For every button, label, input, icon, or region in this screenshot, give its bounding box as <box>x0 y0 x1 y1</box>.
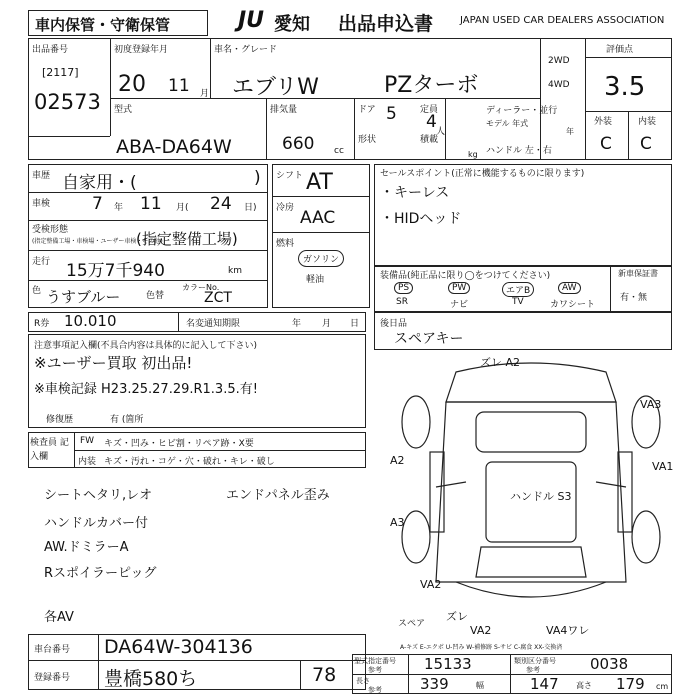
disp-label: 排気量 <box>270 105 298 115</box>
seats-unit: 人 <box>436 127 446 137</box>
receipt-value: (指定整備工場) <box>136 230 238 248</box>
spec-height-label: 高さ <box>576 681 592 690</box>
usage-value: 自家用・( <box>62 173 137 193</box>
spec-width-label: 幅 <box>476 681 484 690</box>
fw-text: キズ・凹み・ヒビ割・リペア跡・X要 <box>104 439 254 449</box>
chassis-label: 車台番号 <box>34 645 71 655</box>
spec-row1-rsub: 参考 <box>526 666 540 674</box>
spec-row2-sub: 参考 <box>368 686 382 694</box>
shift-label: シフト <box>276 171 304 181</box>
seats-label: 定員 <box>420 105 439 115</box>
reg-year: 20 <box>118 72 146 97</box>
comment-6: 各AV <box>44 610 74 625</box>
sales-label: セールスポイント(正常に機能するものに限ります) <box>380 169 585 179</box>
drive-4wd: 4WD <box>548 80 570 90</box>
name-label: 車名・グレード <box>214 45 278 55</box>
shift-value: AT <box>306 170 333 195</box>
spec-height: 179 <box>616 675 645 693</box>
name-change-d: 日 <box>350 319 360 329</box>
color-label: 色 <box>32 286 42 296</box>
equip-top-2: PW <box>448 282 470 294</box>
inspection-y-unit: 年 <box>114 203 124 213</box>
equip-bottom-4: カワシート <box>550 300 596 310</box>
usage-label: 車歴 <box>32 171 51 181</box>
disp-unit: cc <box>334 146 344 156</box>
recycle-value: 10.010 <box>64 312 117 330</box>
document-title: 出品申込書 <box>338 13 434 35</box>
spec-row1-value: 15133 <box>424 655 472 673</box>
inspection-month: 11 <box>140 194 162 214</box>
inspection-label: 車検 <box>32 199 51 209</box>
comment-3: ハンドルカバー付 <box>44 516 149 531</box>
sales-item-1: ・キーレス <box>380 185 450 201</box>
reg-label: 初度登録年月 <box>114 45 169 55</box>
car-grade: PZターボ <box>384 73 479 98</box>
load-unit: kg <box>468 150 478 159</box>
dealer-label: ディーラー・並行 <box>486 106 558 116</box>
diag-label-1: ズレ A2 <box>480 356 521 369</box>
recycle-label: R券 <box>34 319 50 329</box>
spec-row1-sub: 参考 <box>368 666 382 674</box>
seats-value: 4 <box>426 112 437 132</box>
spec-width: 147 <box>530 675 559 693</box>
repair-value: 有 (箇所 <box>110 415 144 425</box>
disp-value: 660 <box>282 134 315 154</box>
sales-item-2: ・HIDヘッド <box>380 211 462 227</box>
chassis-value: DA64W-304136 <box>104 636 253 658</box>
equip-top-1: PS <box>394 282 413 294</box>
reg-unit: 月 <box>200 89 210 99</box>
mileage-value: 15万7千940 <box>66 261 165 281</box>
logo-text: 愛知 <box>274 14 310 35</box>
repair-label: 修復歴 <box>46 415 74 425</box>
rear-label: 後日品 <box>380 319 408 329</box>
diag-label-3: A2 <box>390 454 405 467</box>
color-code-label: カラーNo. <box>182 283 220 292</box>
diag-label-11: VA4ワレ <box>546 624 590 637</box>
ext-label: 外装 <box>594 117 613 127</box>
diag-legend: A-キズ E-エクボ U-凹み W-補修跡 S-サビ C-腐食 XX-交換済 <box>400 644 563 651</box>
model-value: ABA-DA64W <box>116 136 232 158</box>
equip-top-4: AW <box>558 282 581 294</box>
load-label: 積載 <box>420 135 439 145</box>
equip-bottom-2: ナビ <box>450 300 469 310</box>
name-change-m: 月 <box>322 319 332 329</box>
diag-label-6: ハンドル S3 <box>510 490 572 503</box>
comment-5: Rスポイラーピッグ <box>44 566 157 581</box>
spec-row2-label: 長さ <box>356 677 370 685</box>
handle-label: ハンドル 左・右 <box>486 146 552 156</box>
model-label: 型式 <box>114 105 133 115</box>
mileage-unit: km <box>228 266 242 276</box>
ac-value: AAC <box>300 208 336 228</box>
year-unit: 年 <box>566 127 574 136</box>
color-change-label: 色替 <box>146 291 165 301</box>
comment-2: エンドパネル歪み <box>226 488 330 503</box>
inspection-m-unit: 月( <box>176 203 189 213</box>
interior-text: キズ・汚れ・コゲ・穴・破れ・キレ・破し <box>104 457 275 467</box>
fuel-diesel: 軽油 <box>306 275 325 285</box>
doors-label: ドア <box>358 105 376 115</box>
equip-label: 装備品(純正品に限り◯をつけてください) <box>380 271 551 281</box>
fuel-label: 燃料 <box>276 239 295 249</box>
inspection-year: 7 <box>92 194 103 214</box>
reg-month: 11 <box>168 76 190 96</box>
storage-text: 車内保管・守衛保管 <box>35 16 171 34</box>
color-code: ZCT <box>204 290 232 306</box>
diag-label-2: VA3 <box>640 398 662 411</box>
inspection-day: 24 <box>210 194 232 214</box>
notes-line-2: ※車検記録 H23.25.27.29.R1.3.5.有! <box>34 382 258 397</box>
rear-value: スペアキー <box>394 331 464 347</box>
warranty-value: 有・無 <box>620 293 648 303</box>
spec-row1-label: 型式指定番号 <box>354 657 396 665</box>
diag-label-8: スペア <box>398 619 426 629</box>
spec-unit: cm <box>656 682 669 691</box>
spec-row1-rlabel: 類別区分番号 <box>514 657 556 665</box>
plate-value: 豊橋580ち <box>104 668 198 690</box>
doors-value: 5 <box>386 104 397 124</box>
inspector-label: 検査員 記入欄 <box>30 438 69 462</box>
model-year-label: モデル 年式 <box>486 119 529 128</box>
plate-label: 登録番号 <box>34 673 71 683</box>
diag-label-7: VA2 <box>420 578 442 591</box>
comment-4: AW.ドミラーA <box>44 540 129 555</box>
storage-box <box>28 10 208 36</box>
spec-row1-rvalue: 0038 <box>590 655 629 673</box>
spec-length: 339 <box>420 675 449 693</box>
shape-label: 形状 <box>358 135 377 145</box>
ac-label: 冷房 <box>276 203 295 213</box>
association-name: JAPAN USED CAR DEALERS ASSOCIATION <box>460 15 665 26</box>
car-name: エブリW <box>232 75 319 100</box>
drive-2wd: 2WD <box>548 56 570 66</box>
equip-bottom-1: SR <box>396 297 408 307</box>
int-grade: C <box>640 134 652 154</box>
mileage-label: 走行 <box>32 257 51 267</box>
warranty-label: 新車保証書 <box>618 269 658 278</box>
diag-label-4: VA1 <box>652 460 674 473</box>
equip-bottom-3: TV <box>512 297 524 307</box>
name-change-label: 名変通知期限 <box>186 319 241 329</box>
fw-label: FW <box>80 436 95 446</box>
interior-label: 内装 <box>78 457 97 467</box>
ext-grade: C <box>600 134 612 154</box>
logo-mark: JU <box>238 8 265 33</box>
lot-label: 出品番号 <box>32 45 69 55</box>
equip-top-3: エアB <box>502 282 534 297</box>
comment-1: シートヘタリ,レオ <box>44 488 153 503</box>
lot-sub: [2117] <box>42 66 79 79</box>
diag-label-9: ズレ <box>446 610 468 623</box>
diag-label-5: A3 <box>390 516 405 529</box>
notes-line-1: ※ユーザー買取 初出品! <box>34 354 193 372</box>
int-label: 内装 <box>638 117 657 127</box>
receipt-sub: (指定整備工場・車検場・ユーザー車検・その他) <box>32 238 163 245</box>
notes-label: 注意事項記入欄(不具合内容は具体的に記入して下さい) <box>34 341 258 351</box>
score-label: 評価点 <box>606 45 634 55</box>
fuel-gas: ガソリン <box>298 250 344 267</box>
color-value: うすブルー <box>46 288 121 306</box>
inspection-d-unit: 日) <box>244 203 257 213</box>
score-value: 3.5 <box>604 72 646 102</box>
lot-number: 02573 <box>34 90 101 114</box>
receipt-label: 受検形態 <box>32 225 69 235</box>
name-change-y: 年 <box>292 319 302 329</box>
diag-label-10: VA2 <box>470 624 492 637</box>
plate-number: 78 <box>312 664 337 686</box>
usage-close: ) <box>254 168 261 188</box>
